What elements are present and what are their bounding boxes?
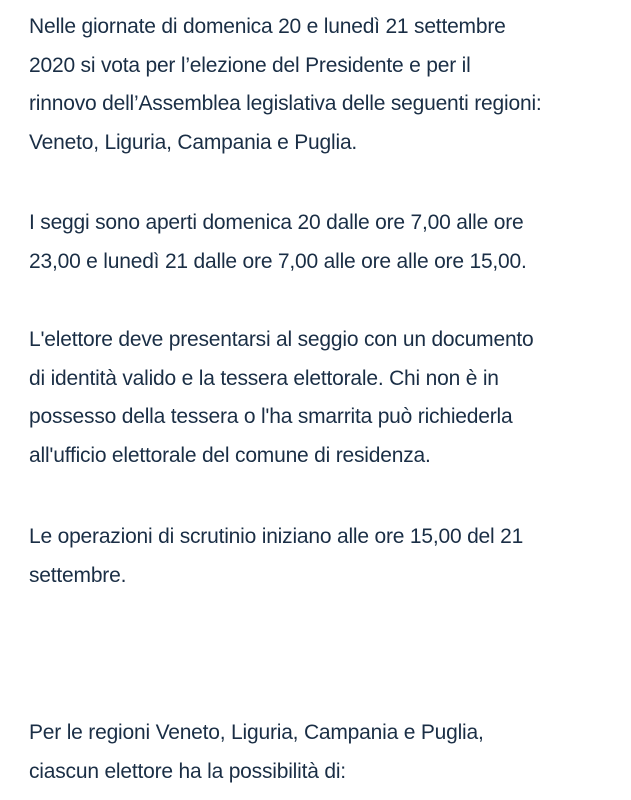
text-line: L'elettore deve presentarsi al seggio con un documento <box>29 328 534 351</box>
text-line: 2020 si vota per l’elezione del Presidente e per il <box>29 53 471 77</box>
paragraph-election-dates <box>29 8 629 162</box>
text-line: settembre. <box>29 563 127 587</box>
paragraph-counting <box>29 518 629 595</box>
text-line: di identità valido e la tessera elettorale. Chi non è in <box>29 366 499 390</box>
text-line: all'ufficio elettorale del comune di residenza. <box>29 443 431 467</box>
text-line: Per le regioni Veneto, Liguria, Campania e Puglia, <box>29 721 484 744</box>
paragraph-voting-options <box>29 714 629 791</box>
text-line: I seggi sono aperti domenica 20 dalle ore 7,00 alle ore <box>29 211 524 234</box>
paragraph-voter-documents <box>29 321 629 475</box>
text-line: Nelle giornate di domenica 20 e lunedì 21 settembre <box>29 15 506 38</box>
paragraph-polling-hours <box>29 204 629 281</box>
text-line: Veneto, Liguria, Campania e Puglia. <box>29 130 358 154</box>
text-line: Le operazioni di scrutinio iniziano alle ore 15,00 del 21 <box>29 525 524 548</box>
text-line: ciascun elettore ha la possibilità di: <box>29 759 346 783</box>
text-line: 23,00 e lunedì 21 dalle ore 7,00 alle ore alle ore 15,00. <box>29 249 527 273</box>
text-line: rinnovo dell’Assemblea legislativa delle seguenti regioni: <box>29 92 542 115</box>
text-line: possesso della tessera o l'ha smarrita può richiederla <box>29 405 513 428</box>
